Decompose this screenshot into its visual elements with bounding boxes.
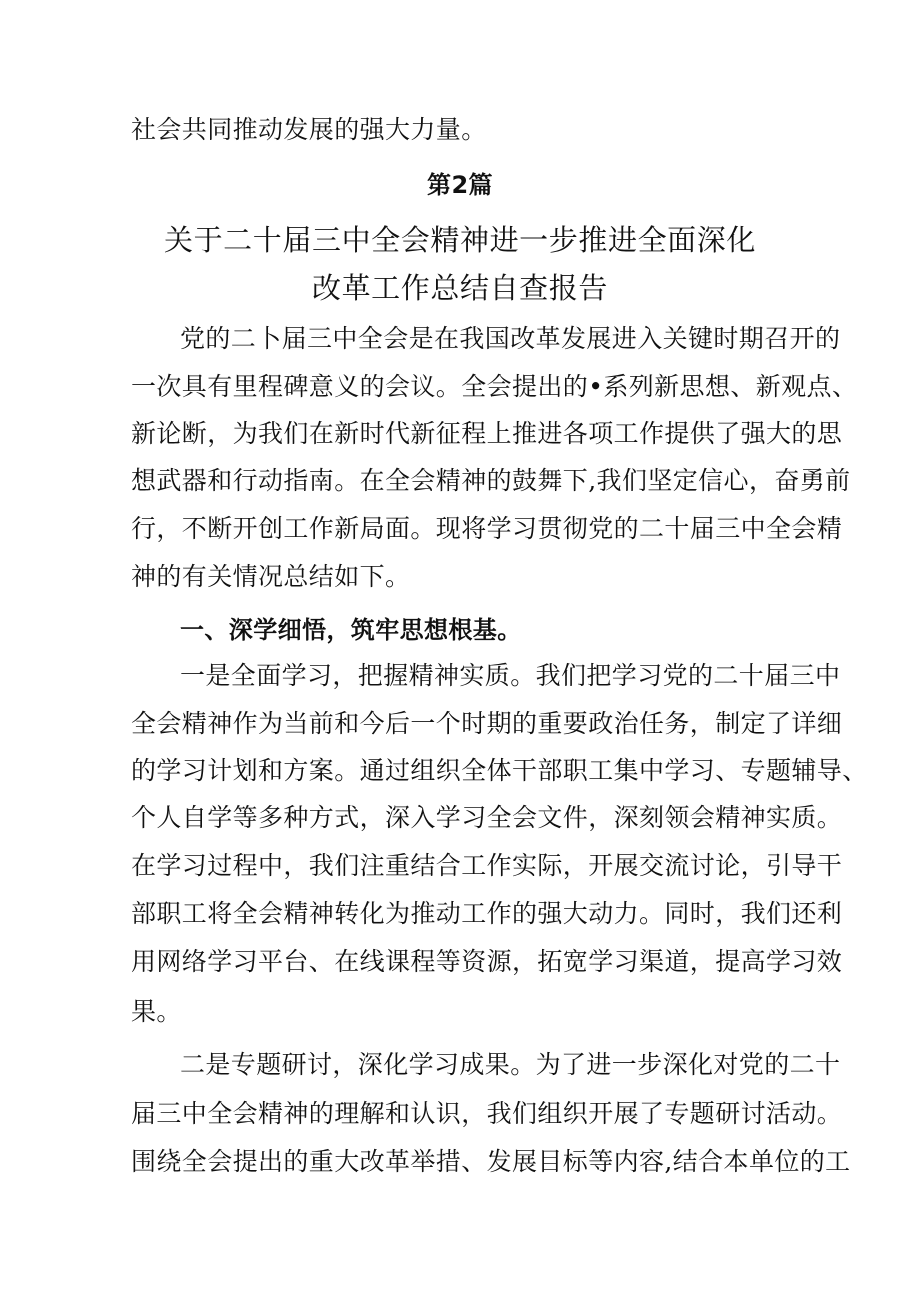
paragraph1-line: 部职工将全会精神转化为推动工作的强大动力。同时，我们还利 (131, 899, 843, 928)
document-title-line-2: 改革工作总结自查报告 (311, 271, 608, 305)
paragraph1-line: 个人自学等多种方式，深入学习全会文件，深刻领会精神实质。 (131, 803, 843, 832)
paragraph2-line: 届三中全会精神的理解和认识，我们组织开展了专题研讨活动。 (131, 1099, 843, 1128)
intro-line: 党的二卜届三中全会是在我国改革发展进入关键时期召开的 (180, 324, 841, 353)
paragraph1-line: 全会精神作为当前和今后一个时期的重要政治任务，制定了详细 (131, 709, 843, 738)
intro-line: 神的有关情况总结如下。 (131, 562, 411, 591)
paragraph2-line: 围绕全会提出的重大改革举措、发展目标等内容,结合本单位的工 (131, 1147, 851, 1176)
intro-line: 想武器和行动指南。在全会精神的鼓舞下,我们坚定信心，奋勇前 (131, 466, 851, 495)
intro-line: 新论断，为我们在新时代新征程上推进各项工作提供了强大的思 (131, 419, 843, 448)
carry-over-line: 社会共同推动发展的强大力量。 (131, 115, 487, 144)
paragraph1-line: 用网络学习平台、在线课程等资源，拓宽学习渠道，提高学习效 (131, 947, 843, 976)
intro-line: 行，不断开创工作新局面。现将学习贯彻党的二十届三中全会精 (131, 514, 843, 543)
paragraph1-line: 的学习计划和方案。通过组织全体干部职工集中学习、专题辅导、 (131, 756, 868, 785)
chapter-label: 第2篇 (427, 171, 493, 199)
paragraph1-line: 一是全面学习，把握精神实质。我们把学习党的二十届三中 (180, 661, 841, 690)
paragraph1-line: 果。 (131, 997, 182, 1026)
section-heading: 一、深学细悟，筑牢思想根基。 (180, 616, 522, 644)
paragraph1-line: 在学习过程中，我们注重结合工作实际，开展交流讨论，引导干 (131, 851, 843, 880)
intro-line: 一次具有里程碑意义的会议。全会提出的•系列新思想、新观点、 (131, 372, 858, 401)
paragraph2-line: 二是专题研讨，深化学习成果。为了进一步深化对党的二十 (180, 1050, 841, 1079)
document-title-line-1: 关于二十届三中全会精神进一步推进全面深化 (163, 223, 756, 257)
